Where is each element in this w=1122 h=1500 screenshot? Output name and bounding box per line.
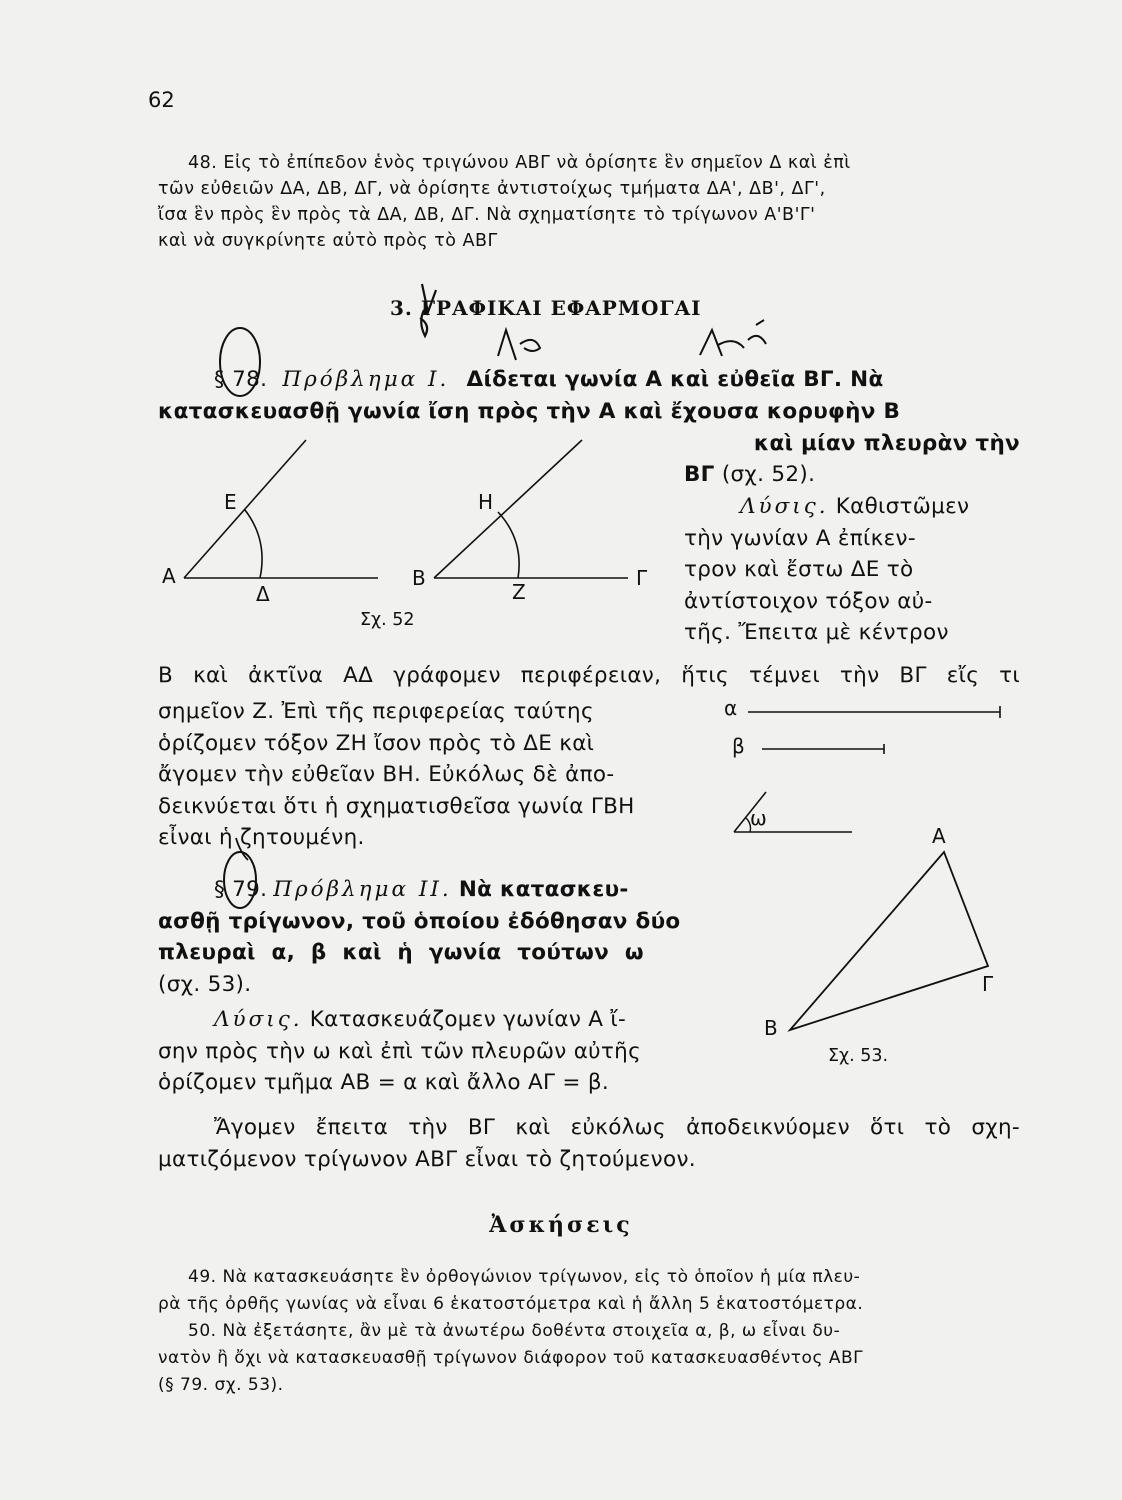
- exercises-heading: Ἀσκήσεις: [489, 1212, 633, 1238]
- fig52-label-e: Ε: [224, 490, 237, 514]
- problem-1-statement-line-3: καὶ μίαν πλευρὰν τὴν: [753, 431, 1020, 456]
- problem-1-solution-full: Β καὶ ἀκτῖνα ΑΔ γράφομεν περιφέρειαν, ἥτις τέμνει τὴν ΒΓ εἴς τι: [158, 663, 1020, 688]
- exercise-line: 50. Νὰ ἐξετάσητε, ἂν μὲ τὰ ἀνωτέρω δοθέντα στοιχεῖα α, β, ω εἶναι δυ-: [188, 1321, 841, 1341]
- fig52-label-b: Β: [412, 566, 426, 590]
- problem-1-figure-ref: (σχ. 52).: [714, 462, 816, 487]
- fig53-label-b: Β: [764, 1016, 778, 1040]
- exercise-48-line: 48. Εἰς τὸ ἐπίπεδον ἑνὸς τριγώνου ΑΒΓ νὰ ὁρίσητε ἓν σημεῖον Δ καὶ ἐπὶ: [188, 153, 851, 173]
- solution-line: τῆς. Ἔπειτα μὲ κέντρον: [684, 620, 949, 645]
- solution-line: τρον καὶ ἔστω ΔΕ τὸ: [684, 557, 914, 582]
- solution-line: Καθιστῶμεν: [835, 494, 970, 519]
- solution-line: τὴν γωνίαν Α ἐπίκεν-: [684, 525, 916, 551]
- fig52-label-a: Α: [162, 564, 176, 588]
- problem-2-statement: Νὰ κατασκευ-: [458, 877, 629, 902]
- problem-2-statement-line-2: ασθῇ τρίγωνον, τοῦ ὁποίου ἐδόθησαν δύο: [158, 908, 681, 934]
- problem-2-conclusion: [158, 1112, 1020, 1175]
- exercise-48-line: ἴσα ἓν πρὸς ἓν πρὸς τὰ ΔΑ, ΔΒ, ΔΓ. Νὰ σχηματίσητε τὸ τρίγωνον Α'Β'Γ': [158, 205, 816, 225]
- solution-line: δεικνύεται ὅτι ἡ σχηματισθεῖσα γωνία ΓΒΗ: [158, 793, 635, 819]
- exercise-48-line: καὶ νὰ συγκρίνητε αὐτὸ πρὸς τὸ ΑΒΓ: [158, 231, 498, 251]
- fig53-label-a: Α: [932, 824, 946, 848]
- exercise-line: 49. Νὰ κατασκευάσητε ἓν ὀρθογώνιον τρίγωνον, εἰς τὸ ὁποῖον ἡ μία πλευ-: [188, 1267, 861, 1287]
- fig52-caption: Σχ. 52: [360, 610, 415, 630]
- fig52-label-h: Η: [478, 490, 494, 514]
- problem-1-statement: Δίδεται γωνία Α καὶ εὐθεῖα ΒΓ. Νὰ: [466, 367, 884, 392]
- solution-label: Λύσις.: [214, 1007, 303, 1032]
- solution-line: Κατασκευάζομεν γωνίαν Α ἴ-: [309, 1007, 627, 1032]
- fig53-caption: Σχ. 53.: [828, 1046, 889, 1066]
- page-number: 62: [148, 88, 175, 112]
- solution-line: σην πρὸς τὴν ω καὶ ἐπὶ τῶν πλευρῶν αὐτῆς: [158, 1038, 641, 1064]
- solution-line: ἄγομεν τὴν εὐθεῖαν ΒΗ. Εὐκόλως δὲ ἀπο-: [158, 762, 615, 787]
- solution-label: Λύσις.: [740, 494, 829, 519]
- fig53-label-g: Γ: [982, 972, 994, 996]
- solution-line: εἶναι ἡ ζητουμένη.: [158, 825, 365, 850]
- paragraph-mark-78: § 78.: [214, 367, 268, 392]
- given-alpha-label: α: [724, 696, 738, 720]
- solution-line: ὁρίζομεν τμῆμα ΑΒ = α καὶ ἄλλο ΑΓ = β.: [158, 1070, 610, 1095]
- section-heading: 3. ΓΡΑΦΙΚΑΙ ΕΦΑΡΜΟΓΑΙ: [390, 296, 702, 320]
- given-omega-label: ω: [750, 806, 767, 830]
- exercise-line: νατὸν ἢ ὄχι νὰ κατασκευασθῇ τρίγωνον διάφορον τοῦ κατασκευασθέντος ΑΒΓ: [158, 1348, 864, 1368]
- solution-line: ἀντίστοιχον τόξον αὐ-: [684, 588, 933, 614]
- conclusion-line: ματιζόμενον τρίγωνον ΑΒΓ εἶναι τὸ ζητούμενον.: [158, 1146, 696, 1172]
- exercises-list: [158, 1264, 1030, 1399]
- fig52-label-d: Δ: [256, 582, 270, 606]
- exercise-48-line: τῶν εὐθειῶν ΔΑ, ΔΒ, ΔΓ, νὰ ὁρίσητε ἀντιστοίχως τμήματα ΔΑ', ΔΒ', ΔΓ',: [158, 179, 826, 199]
- problem-2-statement-line-3: πλευραὶ α, β καὶ ἡ γωνία τούτων ω: [158, 940, 644, 965]
- problem-2-title: Πρόβλημα ΙΙ.: [273, 877, 452, 902]
- problem-1-statement-line-2: κατασκευασθῇ γωνία ἴση πρὸς τὴν Α καὶ ἔχουσα κορυφὴν Β: [158, 399, 901, 424]
- exercise-line: ρὰ τῆς ὀρθῆς γωνίας νὰ εἶναι 6 ἑκατοστόμετρα καὶ ἡ ἄλλη 5 ἑκατοστόμετρα.: [158, 1294, 864, 1314]
- exercise-line: (§ 79. σχ. 53).: [158, 1375, 284, 1395]
- fig52-label-g: Γ: [636, 566, 648, 590]
- problem-2-figure-ref: (σχ. 53).: [158, 971, 252, 997]
- conclusion-line: Ἄγομεν ἔπειτα τὴν ΒΓ καὶ εὐκόλως ἀποδεικνύομεν ὅτι τὸ σχη-: [214, 1115, 1020, 1140]
- given-beta-label: β: [732, 734, 745, 758]
- problem-1-title: Πρόβλημα Ι.: [282, 367, 450, 392]
- fig52-label-z: Ζ: [512, 580, 526, 604]
- solution-line: ὁρίζομεν τόξον ΖΗ ἴσον πρὸς τὸ ΔΕ καὶ: [158, 730, 595, 756]
- paragraph-mark-79: § 79.: [214, 877, 268, 902]
- problem-1-segment-ref: ΒΓ: [684, 462, 715, 487]
- solution-line: σημεῖον Ζ. Ἐπὶ τῆς περιφερείας ταύτης: [158, 699, 594, 724]
